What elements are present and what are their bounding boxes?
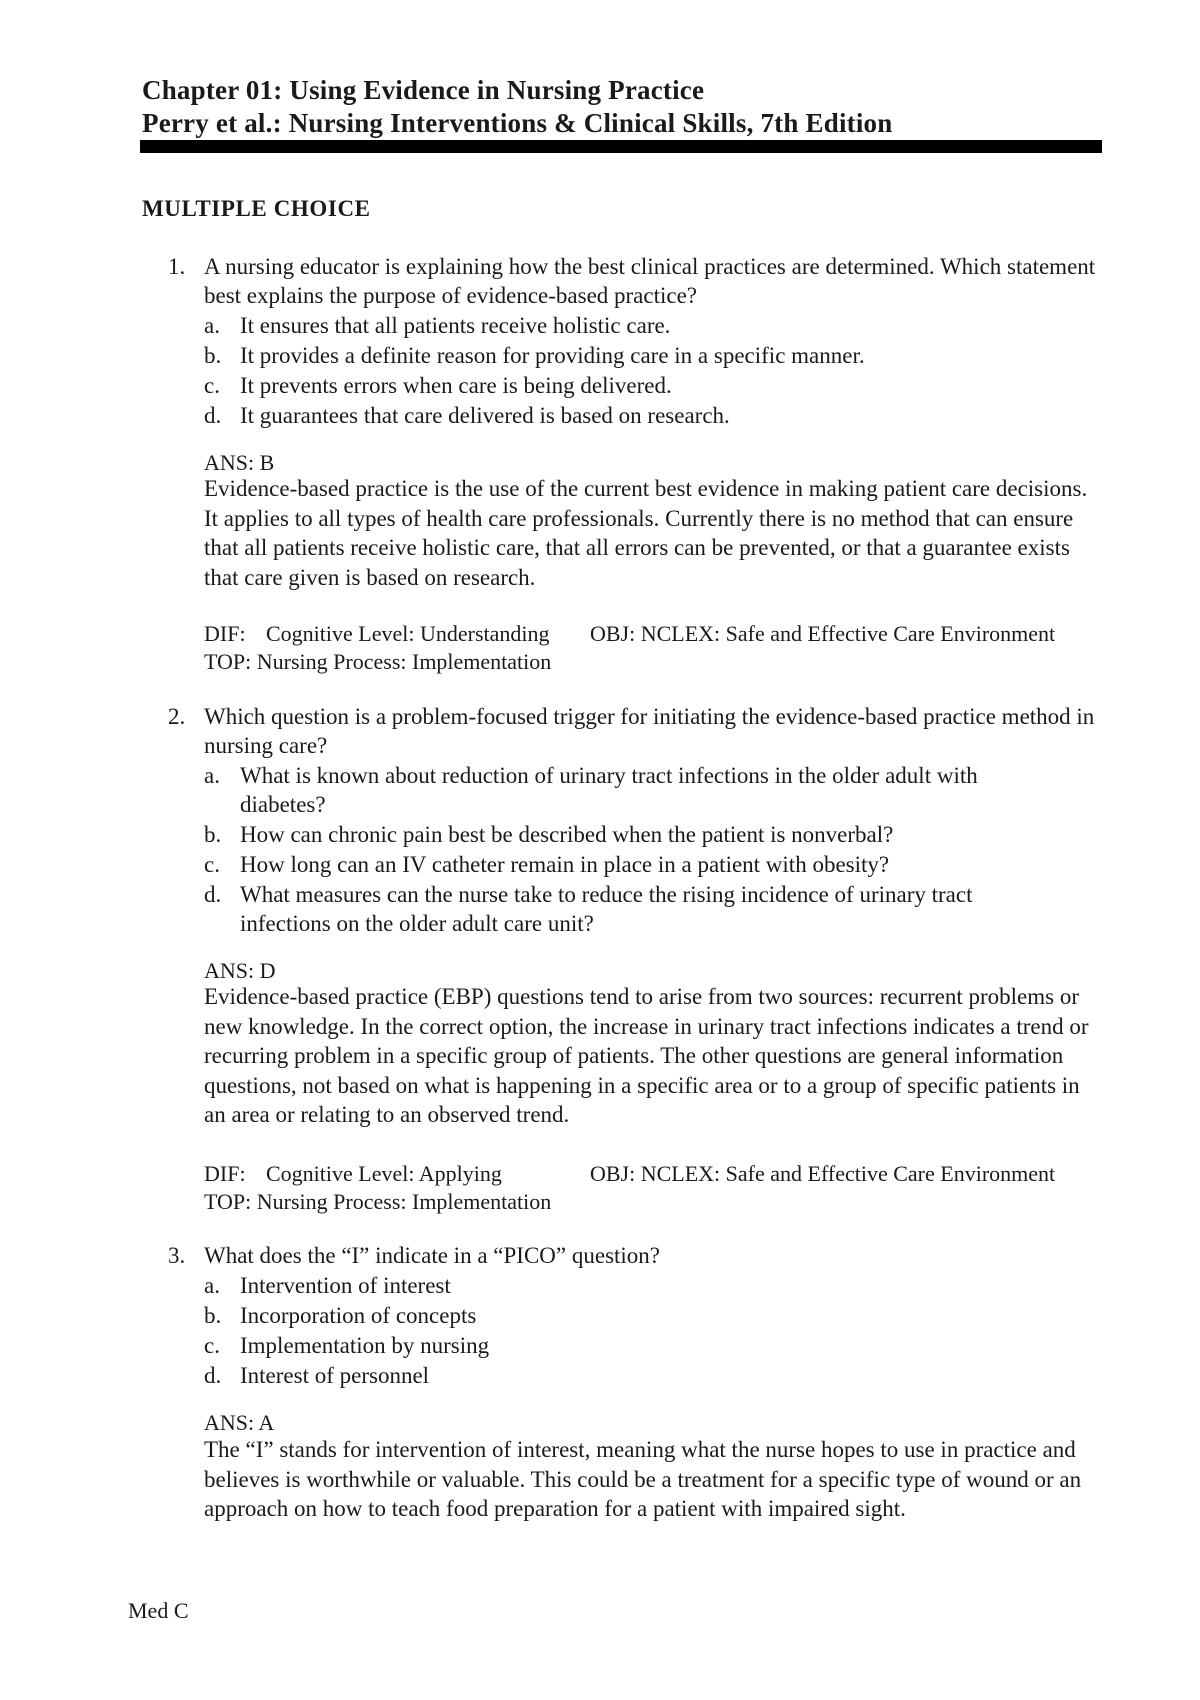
- question-stem: What does the “I” indicate in a “PICO” question?: [204, 1243, 661, 1268]
- option-letter: a.: [204, 313, 220, 338]
- topic: TOP: Nursing Process: Implementation: [204, 1189, 552, 1214]
- dif-label: DIF:: [204, 1161, 246, 1186]
- answer-key: ANS: D: [204, 958, 276, 983]
- option-letter: b.: [204, 822, 222, 847]
- option-text: Intervention of interest: [240, 1273, 451, 1298]
- objective: OBJ: NCLEX: Safe and Effective Care Environment: [590, 621, 1056, 646]
- option-letter: c.: [204, 373, 220, 398]
- option-letter: c.: [204, 1333, 220, 1358]
- option-letter: a.: [204, 1273, 220, 1298]
- option-text: It prevents errors when care is being delivered.: [240, 373, 672, 398]
- option-text: It ensures that all patients receive holistic care.: [240, 313, 671, 338]
- difficulty: Cognitive Level: Applying: [266, 1161, 502, 1186]
- rationale: Evidence-based practice (EBP) questions tend to arise from two sources: recurrent problems or new knowledge. In the correct option, the increase in urinary tract infections indicates a trend or recurring problem in a specific group of patients. The other questions are general information questions, not based on what is happening in a specific area or to a group of specific patients in an area or relating to an observed trend.: [204, 984, 1089, 1127]
- question-number: 2.: [168, 704, 186, 729]
- option-letter: d.: [204, 1363, 222, 1388]
- dif-label: DIF:: [204, 621, 246, 646]
- option-text: What measures can the nurse take to reduce the rising incidence of urinary tract infections on the older adult care unit?: [240, 882, 973, 936]
- option-letter: a.: [204, 763, 220, 788]
- page-footer: Med C: [128, 1598, 189, 1623]
- question-number: 3.: [168, 1243, 186, 1268]
- option-letter: d.: [204, 882, 222, 907]
- rationale: Evidence-based practice is the use of the current best evidence in making patient care decisions. It applies to all types of health care professionals. Currently there is no method that can ensure that all patients receive holistic care, that all errors can be prevented, or that a guarantee exists that care given is based on research.: [204, 476, 1088, 590]
- objective: OBJ: NCLEX: Safe and Effective Care Environment: [590, 1161, 1056, 1186]
- question-stem: Which question is a problem-focused trigger for initiating the evidence-based practice method in nursing care?: [204, 704, 1095, 758]
- option-text: It provides a definite reason for providing care in a specific manner.: [240, 343, 865, 368]
- option-text: Implementation by nursing: [240, 1333, 490, 1358]
- book-title: Perry et al.: Nursing Interventions & Clinical Skills, 7th Edition: [142, 108, 893, 138]
- option-text: How long can an IV catheter remain in place in a patient with obesity?: [240, 852, 890, 877]
- chapter-title: Chapter 01: Using Evidence in Nursing Practice: [142, 75, 705, 105]
- answer-key: ANS: A: [204, 1410, 275, 1435]
- option-letter: b.: [204, 343, 222, 368]
- question-stem: A nursing educator is explaining how the best clinical practices are determined. Which statement best explains the purpose of evidence-based practice?: [204, 254, 1096, 308]
- option-text: Incorporation of concepts: [240, 1303, 477, 1328]
- answer-key: ANS: B: [204, 450, 275, 475]
- rationale: The “I” stands for intervention of interest, meaning what the nurse hopes to use in practice and believes is worthwhile or valuable. This could be a treatment for a specific type of wound or an approach on how to teach food preparation for a patient with impaired sight.: [204, 1437, 1082, 1521]
- chapter-header: [142, 74, 1102, 140]
- section-title: MULTIPLE CHOICE: [142, 196, 371, 221]
- topic: TOP: Nursing Process: Implementation: [204, 649, 552, 674]
- header-rule: [140, 140, 1102, 153]
- difficulty: Cognitive Level: Understanding: [266, 621, 550, 646]
- option-letter: d.: [204, 403, 222, 428]
- option-text: What is known about reduction of urinary tract infections in the older adult with diabetes?: [240, 763, 978, 817]
- option-text: It guarantees that care delivered is based on research.: [240, 403, 730, 428]
- option-letter: b.: [204, 1303, 222, 1328]
- question-number: 1.: [168, 254, 186, 279]
- option-letter: c.: [204, 852, 220, 877]
- option-text: How can chronic pain best be described when the patient is nonverbal?: [240, 822, 894, 847]
- option-text: Interest of personnel: [240, 1363, 430, 1388]
